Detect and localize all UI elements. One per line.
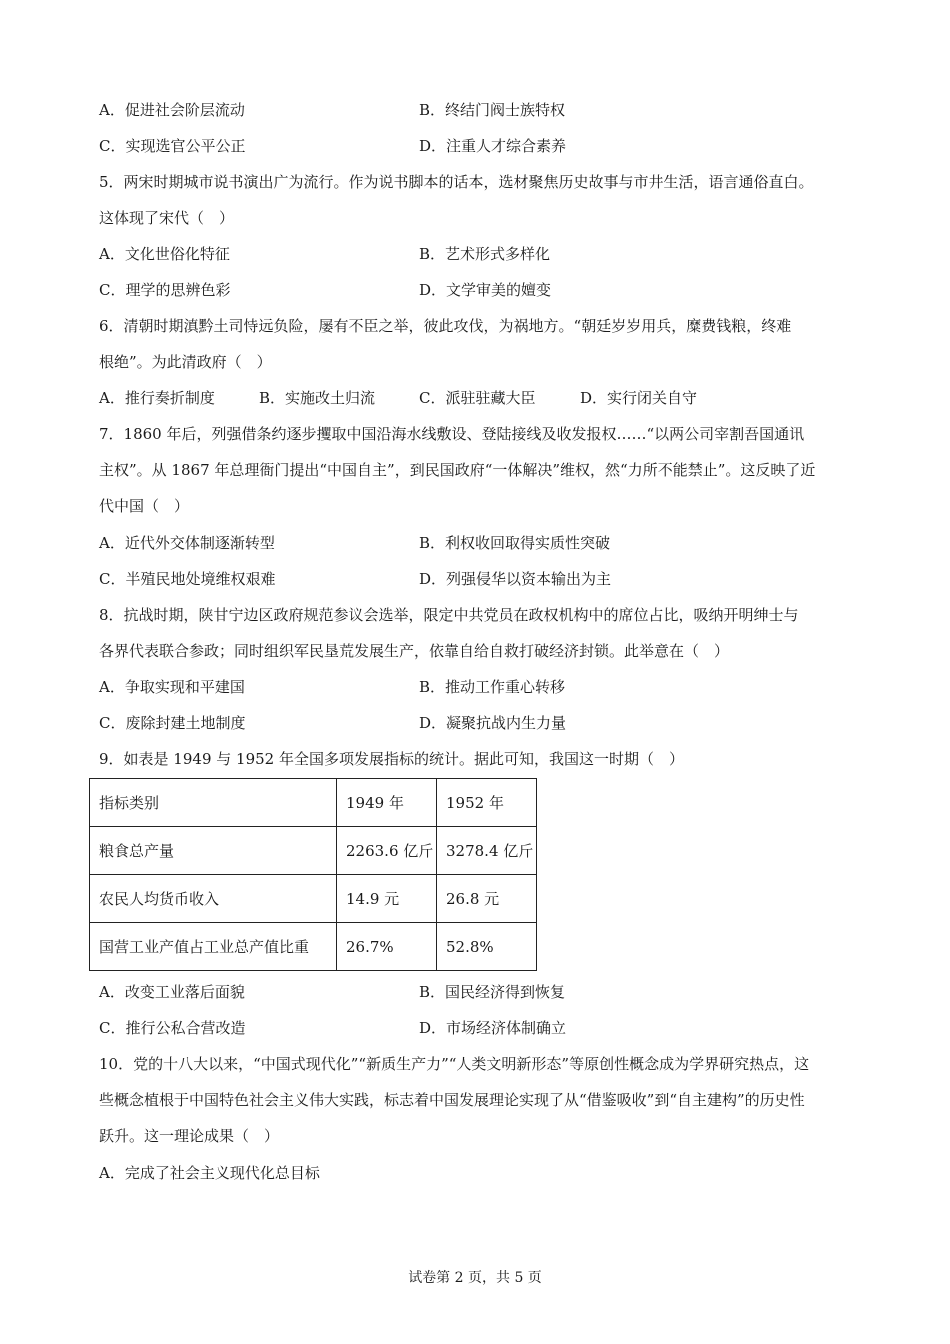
- q6-option-a: A．推行奏折制度: [99, 389, 215, 407]
- table-header-cell: 指标类别: [90, 779, 337, 827]
- stats-table: [89, 778, 537, 971]
- q7-option-b: B．利权收回取得实质性突破: [419, 534, 611, 552]
- q6-stem-line-2: 根绝”。为此清政府（ ）: [99, 353, 272, 371]
- q5-option-b: B．艺术形式多样化: [419, 245, 551, 263]
- table-cell: 3278.4 亿斤: [437, 827, 537, 875]
- q5-stem-line-2: 这体现了宋代（ ）: [99, 209, 235, 227]
- q8-option-d: D．凝聚抗战内生力量: [419, 714, 567, 732]
- q5-option-d: D．文学审美的嬗变: [419, 281, 552, 299]
- table-row: [90, 923, 537, 971]
- table-cell: 2263.6 亿斤: [337, 827, 437, 875]
- q10-option-a: A．完成了社会主义现代化总目标: [99, 1164, 320, 1182]
- table-cell: 粮食总产量: [90, 827, 337, 875]
- q5-option-a: A．文化世俗化特征: [99, 245, 230, 263]
- table-header-cell: 1949 年: [337, 779, 437, 827]
- table-row: [90, 875, 537, 923]
- q7-option-c: C．半殖民地处境维权艰难: [99, 570, 276, 588]
- table-header-row: [90, 779, 537, 827]
- q8-stem-line-2: 各界代表联合参政；同时组织军民垦荒发展生产，依靠自给自救打破经济封锁。此举意在（ ）: [99, 642, 730, 660]
- table-cell: 14.9 元: [337, 875, 437, 923]
- table-cell: 52.8%: [437, 923, 537, 971]
- q8-option-b: B．推动工作重心转移: [419, 678, 566, 696]
- q6-option-b: B．实施改土归流: [259, 389, 376, 407]
- table-header-cell: 1952 年: [437, 779, 537, 827]
- q10-stem-line-1: 10．党的十八大以来，“中国式现代化”“新质生产力”“人类文明新形态”等原创性概念成为学界研究热点，这: [99, 1055, 810, 1073]
- q7-stem-line-2: 主权”。从 1867 年总理衙门提出“中国自主”，到民国政府“一体解决”维权，然“力所不能禁止”。这反映了近: [99, 461, 816, 479]
- q9-option-a: A．改变工业落后面貌: [99, 983, 245, 1001]
- q6-option-c: C．派驻驻藏大臣: [419, 389, 536, 407]
- q6-option-d: D．实行闭关自守: [580, 389, 698, 407]
- q7-stem-line-1: 7．1860 年后，列强借条约逐步攫取中国沿海水线敷设、登陆接线及收发报权……“以两公司宰割吾国通讯: [99, 425, 805, 443]
- q5-option-c: C．理学的思辨色彩: [99, 281, 231, 299]
- table-row: [90, 827, 537, 875]
- table-cell: 26.8 元: [437, 875, 537, 923]
- q8-option-a: A．争取实现和平建国: [99, 678, 245, 696]
- q8-stem-line-1: 8．抗战时期，陕甘宁边区政府规范参议会选举，限定中共党员在政权机构中的席位占比，吸纳开明绅士与: [99, 606, 799, 624]
- q4-option-b: B．终结门阀士族特权: [419, 101, 566, 119]
- q4-option-a: A．促进社会阶层流动: [99, 101, 245, 119]
- q9-option-d: D．市场经济体制确立: [419, 1019, 567, 1037]
- q4-option-c: C．实现选官公平公正: [99, 137, 246, 155]
- q10-stem-line-2: 些概念植根于中国特色社会主义伟大实践，标志着中国发展理论实现了从“借鉴吸收”到“自主建构”的历史性: [99, 1091, 805, 1109]
- q6-stem-line-1: 6．清朝时期滇黔土司恃远负险，屡有不臣之举，彼此攻伐，为祸地方。“朝廷岁岁用兵，糜费钱粮，终难: [99, 317, 792, 335]
- q10-stem-line-3: 跃升。这一理论成果（ ）: [99, 1127, 280, 1145]
- q9-stem: 9．如表是 1949 与 1952 年全国多项发展指标的统计。据此可知，我国这一时期（ ）: [99, 750, 684, 768]
- q8-option-c: C．废除封建土地制度: [99, 714, 246, 732]
- q9-option-b: B．国民经济得到恢复: [419, 983, 566, 1001]
- q7-option-d: D．列强侵华以资本输出为主: [419, 570, 612, 588]
- q7-option-a: A．近代外交体制逐渐转型: [99, 534, 275, 552]
- q7-stem-line-3: 代中国（ ）: [99, 497, 190, 515]
- page-footer: 试卷第 2 页，共 5 页: [408, 1270, 542, 1286]
- table-cell: 国营工业产值占工业总产值比重: [90, 923, 337, 971]
- q9-option-c: C．推行公私合营改造: [99, 1019, 246, 1037]
- q5-stem-line-1: 5．两宋时期城市说书演出广为流行。作为说书脚本的话本，选材聚焦历史故事与市井生活，语言通俗直白。: [99, 173, 814, 191]
- table-cell: 26.7%: [337, 923, 437, 971]
- table-cell: 农民人均货币收入: [90, 875, 337, 923]
- q4-option-d: D．注重人才综合素养: [419, 137, 567, 155]
